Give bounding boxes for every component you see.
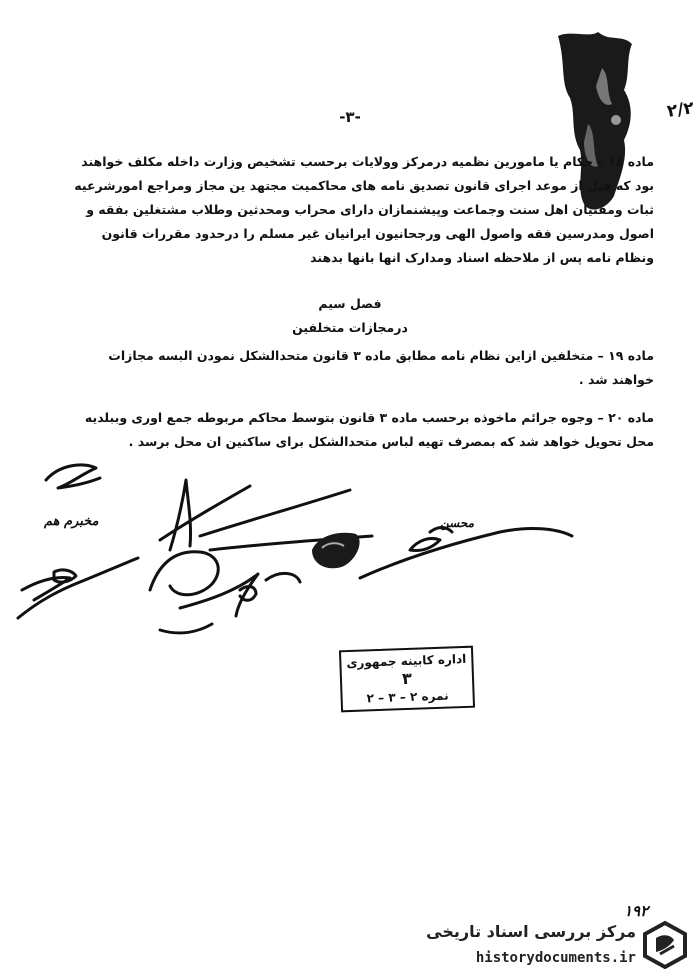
corner-page-mark: ۲/۲ — [665, 98, 696, 122]
article-19-paragraph — [14, 344, 654, 392]
article-19-line: ماده ۱۹ – متخلفین ازاین نظام نامه مطابق ماده ۳ قانون متحدالشکل نمودن البسه مجازات — [108, 348, 654, 363]
signature-label-left: مخبرم هم — [44, 514, 99, 529]
registry-stamp — [339, 646, 475, 713]
stamp-line: ۳ — [401, 668, 413, 689]
archive-logo-icon — [640, 920, 690, 970]
article-20-line: ماده ۲۰ – وجوه جرائم ماخوذه برحسب ماده ۳ قانون بتوسط محاکم مربوطه جمع اوری وببلدیه — [84, 410, 654, 425]
article-18-line: ونظام نامه پس از ملاحظه اسناد ومدارک انها بانها بدهند — [310, 250, 654, 265]
article-18-line: ماده ۱۸ – حکام یا مامورین نظمیه درمرکز وولایات برحسب تشخیص وزارت داخله مکلف خواهند — [81, 154, 654, 169]
article-20-line: محل تحویل خواهد شد که بمصرف تهیه لباس متحدالشکل برای ساکنین ان محل برسد . — [128, 434, 654, 449]
watermark-org-name: مرکز بررسی اسناد تاریخی — [426, 922, 636, 941]
page-number: -۳- — [339, 108, 361, 126]
folio-number: ۱۹۲ — [624, 902, 649, 920]
stamp-line: اداره کابینه جمهوری — [346, 651, 467, 671]
watermark-url: historydocuments.ir — [475, 950, 636, 966]
stamp-line: نمره ۲ – ۳ – ۲ — [366, 688, 449, 706]
signatures-graphic — [0, 440, 700, 650]
article-18-line: ثبات ومفتیان اهل سنت وجماعت وپیشنمازان دارای محراب ومحدثین وطلاب مشتغلین بفقه و — [86, 202, 654, 217]
watermark — [400, 914, 696, 976]
section-subtitle: درمجازات متخلفین — [292, 320, 408, 335]
article-19-line: خواهند شد . — [578, 372, 654, 387]
signature-label-right: محسن — [440, 516, 475, 530]
article-18-line: اصول ومدرسین فقه واصول الهی ورجحانیون ایرانیان غیر مسلم را درحدود مقررات قانون — [101, 226, 654, 241]
article-18-line: بود که قبل از موعد اجرای قانون تصدیق نامه های محاکمیت مجتهد ین مجاز ومراجع امورشرعیه — [74, 178, 654, 193]
section-title: فصل سیم — [318, 296, 382, 311]
article-18-paragraph — [14, 150, 654, 270]
